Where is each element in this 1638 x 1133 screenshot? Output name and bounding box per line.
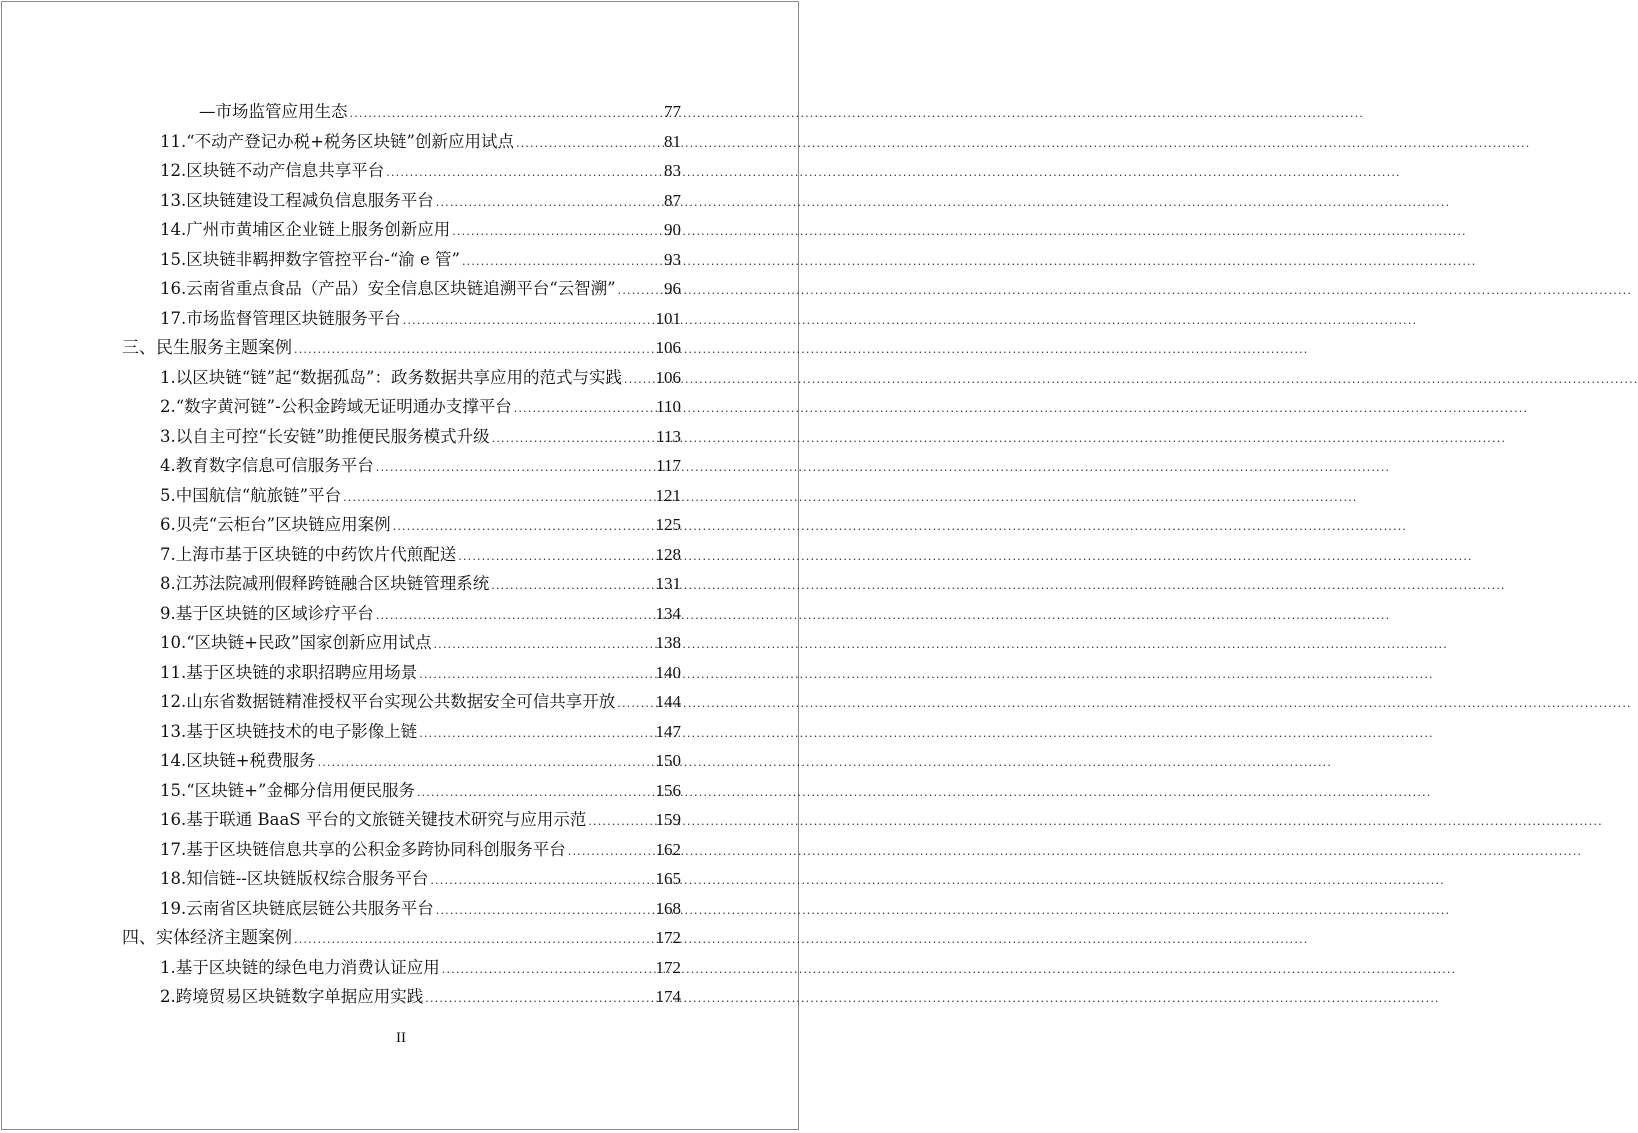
toc-entry-number: 4. xyxy=(160,456,176,475)
toc-dot-leader xyxy=(419,719,653,748)
toc-dot-leader xyxy=(492,424,655,453)
toc-entry-page: 144 xyxy=(655,692,681,711)
toc-dot-leader xyxy=(294,925,654,954)
toc-dot-leader xyxy=(343,483,653,512)
toc-entry-page: 121 xyxy=(655,485,681,505)
toc-entry[interactable] xyxy=(160,451,681,480)
toc-entry-title: 贝壳“云柜台”区块链应用案例 xyxy=(175,515,391,534)
toc-entry-page: 134 xyxy=(655,603,681,623)
toc-entry[interactable] xyxy=(160,746,681,775)
toc-entry-title: 实体经济主题案例 xyxy=(156,928,292,948)
toc-entry-page: 117 xyxy=(656,456,681,475)
toc-entry-page: 168 xyxy=(655,898,681,918)
toc-section-entry[interactable] xyxy=(122,923,681,952)
toc-entry[interactable] xyxy=(160,658,681,687)
toc-entry-page: 110 xyxy=(656,397,681,416)
toc-entry[interactable] xyxy=(160,245,681,274)
toc-entry[interactable] xyxy=(160,422,681,451)
toc-entry[interactable] xyxy=(199,97,681,126)
toc-entry[interactable] xyxy=(160,510,681,539)
toc-entry-title: 云南省区块链底层链公共服务平台 xyxy=(186,898,434,918)
page-number-footer: II xyxy=(396,1030,406,1046)
toc-entry-page: 159 xyxy=(655,810,681,829)
toc-dot-leader xyxy=(617,689,653,718)
toc-entry-page: 147 xyxy=(655,721,681,741)
toc-entry[interactable] xyxy=(160,540,681,569)
toc-entry-title: “区块链+民政”国家创新应用试点 xyxy=(186,633,432,652)
toc-entry-number: 10. xyxy=(160,633,187,652)
toc-entry-number: 14. xyxy=(160,220,187,239)
toc-entry-page: 131 xyxy=(655,574,681,593)
toc-dot-leader xyxy=(458,542,653,571)
toc-entry-number: 2. xyxy=(160,397,176,416)
toc-entry[interactable] xyxy=(160,628,681,657)
toc-entry-number: 5. xyxy=(160,485,176,505)
toc-dot-leader xyxy=(618,276,662,305)
toc-entry[interactable] xyxy=(160,982,681,1011)
toc-entry-number: 1. xyxy=(160,957,176,977)
toc-entry-page: 106 xyxy=(655,338,681,357)
toc-entry-number: 11. xyxy=(160,662,187,682)
toc-entry-number: 15. xyxy=(160,780,187,800)
toc-entry-page: 93 xyxy=(664,249,681,269)
toc-dot-leader xyxy=(294,335,654,364)
toc-entry-title: 民生服务主题案例 xyxy=(156,338,292,358)
toc-entry-title: 市场监督管理区块链服务平台 xyxy=(186,308,401,328)
toc-entry-number: 16. xyxy=(160,810,187,829)
toc-entry[interactable] xyxy=(160,835,681,864)
toc-entry[interactable] xyxy=(160,186,681,215)
toc-entry-page: 106 xyxy=(655,367,681,387)
toc-dot-leader xyxy=(350,99,663,128)
toc-dot-leader xyxy=(403,306,654,335)
toc-entry-number: 1. xyxy=(160,367,176,387)
toc-entry-page: 87 xyxy=(664,190,681,210)
toc-entry-number: 12. xyxy=(160,161,187,180)
toc-entry-page: 174 xyxy=(655,987,681,1006)
toc-dot-leader xyxy=(318,748,654,777)
toc-dot-leader xyxy=(433,630,653,659)
toc-entry-title: 基于区块链技术的电子影像上链 xyxy=(186,721,418,741)
toc-entry-number: 11. xyxy=(160,131,187,151)
toc-dot-leader xyxy=(436,188,662,217)
toc-dot-leader xyxy=(588,807,653,836)
toc-entry[interactable] xyxy=(160,776,681,805)
toc-entry-title: 以自主可控“长安链”助推便民服务模式升级 xyxy=(175,426,490,446)
toc-entry[interactable] xyxy=(160,953,681,982)
toc-entry-number: 9. xyxy=(160,603,176,623)
toc-entry[interactable] xyxy=(160,894,681,923)
toc-entry-title: 区块链不动产信息共享平台 xyxy=(186,161,385,180)
toc-dot-leader xyxy=(442,955,654,984)
toc-entry-title: 基于区块链的绿色电力消费认证应用 xyxy=(175,957,440,977)
toc-entry-page: 172 xyxy=(655,957,681,977)
toc-dot-leader xyxy=(417,778,654,807)
toc-dot-leader xyxy=(393,512,654,541)
toc-entry-title: “数字黄河链”-公积金跨域无证明通办支撑平台 xyxy=(175,397,512,416)
toc-entry-title: 广州市黄埔区企业链上服务创新应用 xyxy=(186,220,451,239)
toc-dot-leader xyxy=(376,453,654,482)
toc-entry-title: 区块链非羁押数字管控平台-“渝 e 管” xyxy=(186,249,460,269)
toc-entry[interactable] xyxy=(160,569,681,598)
toc-entry[interactable] xyxy=(160,599,681,628)
toc-entry-number: 三、 xyxy=(122,338,156,358)
toc-entry-page: 172 xyxy=(655,928,681,947)
toc-entry-number: 16. xyxy=(160,279,187,298)
toc-dot-leader xyxy=(462,247,662,276)
toc-entry[interactable] xyxy=(160,363,681,392)
toc-entry[interactable] xyxy=(160,805,681,834)
toc-entry-number: 12. xyxy=(160,692,187,711)
toc-entry-title: 区块链+税费服务 xyxy=(186,751,316,770)
toc-entry-number: 2. xyxy=(160,987,176,1006)
toc-entry[interactable] xyxy=(160,274,681,303)
toc-entry[interactable] xyxy=(160,215,681,244)
toc-entry-number: 3. xyxy=(160,426,176,446)
toc-entry-page: 101 xyxy=(655,308,681,328)
toc-entry[interactable] xyxy=(160,127,681,156)
toc-entry-page: 81 xyxy=(664,131,681,151)
toc-entry-title: —市场监管应用生态 xyxy=(199,102,348,121)
toc-entry-title: 教育数字信息可信服务平台 xyxy=(175,456,374,475)
toc-entry[interactable] xyxy=(160,156,681,185)
toc-dot-leader xyxy=(425,984,653,1013)
toc-entry-number: 18. xyxy=(160,869,187,888)
toc-entry-page: 165 xyxy=(655,869,681,888)
toc-entry-number: 15. xyxy=(160,249,187,269)
toc-entry[interactable] xyxy=(160,392,681,421)
toc-entry-page: 83 xyxy=(664,161,681,180)
toc-entry-page: 150 xyxy=(655,751,681,770)
toc-dot-leader xyxy=(514,394,654,423)
toc-entry-number: 四、 xyxy=(122,928,156,948)
toc-entry-number: 13. xyxy=(160,721,187,741)
toc-entry-page: 125 xyxy=(655,515,681,534)
toc-entry-number: 13. xyxy=(160,190,187,210)
toc-dot-leader xyxy=(376,601,654,630)
toc-entry-title: “不动产登记办税+税务区块链”创新应用试点 xyxy=(186,131,514,151)
toc-entry-page: 156 xyxy=(655,780,681,800)
toc-dot-leader xyxy=(491,571,653,600)
toc-entry[interactable] xyxy=(160,304,681,333)
toc-entry-title: 中国航信“航旅链”平台 xyxy=(175,485,342,505)
toc-entry[interactable] xyxy=(160,687,681,716)
toc-entry[interactable] xyxy=(160,481,681,510)
toc-entry-page: 138 xyxy=(655,633,681,652)
toc-dot-leader xyxy=(436,896,654,925)
toc-entry-title: 跨境贸易区块链数字单据应用实践 xyxy=(175,987,424,1006)
toc-entry-page: 90 xyxy=(664,220,681,239)
toc-entry-title: “区块链+”金椰分信用便民服务 xyxy=(186,780,415,800)
toc-entry-page: 77 xyxy=(664,102,681,121)
toc-entry-number: 17. xyxy=(160,839,187,859)
toc-entry-number: 19. xyxy=(160,898,187,918)
toc-entry-title: 基于联通 BaaS 平台的文旅链关键技术研究与应用示范 xyxy=(186,810,587,829)
toc-dot-leader xyxy=(452,217,662,246)
toc-entry-number: 8. xyxy=(160,574,176,593)
toc-entry-title: 区块链建设工程减负信息服务平台 xyxy=(186,190,434,210)
toc-dot-leader xyxy=(624,365,654,394)
toc-dot-leader xyxy=(419,660,653,689)
toc-entry-page: 140 xyxy=(655,662,681,682)
toc-dot-leader xyxy=(516,129,662,158)
toc-dot-leader xyxy=(568,837,654,866)
toc-entry-number: 17. xyxy=(160,308,187,328)
toc-entry-title: 基于区块链的区域诊疗平台 xyxy=(175,603,374,623)
toc-entry-title: 上海市基于区块链的中药饮片代煎配送 xyxy=(175,544,457,564)
toc-entry-title: 云南省重点食品（产品）安全信息区块链追溯平台“云智溯” xyxy=(186,279,616,298)
toc-entry-page: 128 xyxy=(655,544,681,564)
toc-entry-title: 山东省数据链精准授权平台实现公共数据安全可信共享开放 xyxy=(186,692,616,711)
toc-entry-title: 知信链--区块链版权综合服务平台 xyxy=(186,869,429,888)
toc-entry-number: 7. xyxy=(160,544,176,564)
toc-entry-number: 14. xyxy=(160,751,187,770)
toc-entry[interactable] xyxy=(160,864,681,893)
toc-entry-title: 基于区块链信息共享的公积金多跨协同科创服务平台 xyxy=(186,839,566,859)
toc-section-entry[interactable] xyxy=(122,333,681,362)
toc-entry-title: 基于区块链的求职招聘应用场景 xyxy=(186,662,418,682)
toc-entry-title: 以区块链“链”起“数据孤岛”：政务数据共享应用的范式与实践 xyxy=(175,367,622,387)
toc-entry-page: 113 xyxy=(656,426,681,446)
toc-entry-number: 6. xyxy=(160,515,176,534)
toc-entry[interactable] xyxy=(160,717,681,746)
toc-entry-title: 江苏法院减刑假释跨链融合区块链管理系统 xyxy=(175,574,490,593)
toc-entry-page: 96 xyxy=(664,279,681,298)
toc-dot-leader xyxy=(386,158,662,187)
toc-dot-leader xyxy=(430,866,653,895)
toc-entry-page: 162 xyxy=(655,839,681,859)
